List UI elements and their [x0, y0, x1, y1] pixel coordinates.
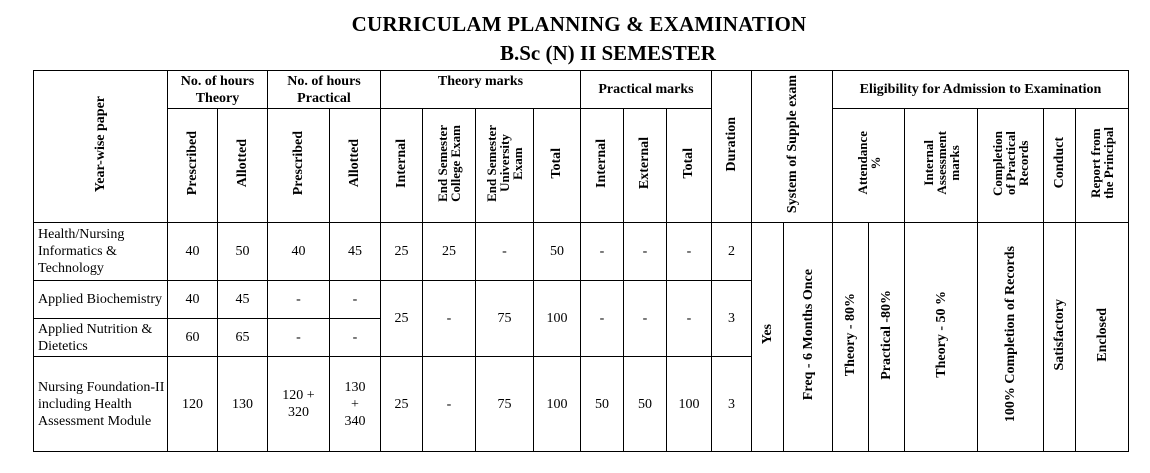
cell-attendance-theory: Theory - 80%	[833, 223, 869, 452]
cell-duration: 2	[712, 223, 752, 281]
cell-supple-yes: Yes	[752, 223, 784, 452]
header-practical-marks: Practical marks	[581, 71, 712, 109]
cell-practical-allotted: 130 + 340	[330, 357, 381, 452]
cell-end-sem-university: 75	[476, 281, 534, 357]
paper-name: Nursing Foundation-II including Health Assessment Module	[34, 357, 168, 452]
header-theory-internal: Internal	[381, 109, 423, 223]
cell-theory-internal: 25	[381, 281, 423, 357]
cell-theory-prescribed: 40	[168, 223, 218, 281]
header-supple: System of Supple exam	[752, 71, 833, 223]
header-theory-marks: Theory marks	[381, 71, 581, 109]
page-subtitle: B.Sc (N) II SEMESTER	[500, 41, 716, 65]
cell-practical-total: -	[667, 281, 712, 357]
cell-practical-internal: -	[581, 281, 624, 357]
header-hours-practical: No. of hours Practical	[268, 71, 381, 109]
cell-end-sem-university: 75	[476, 357, 534, 452]
cell-theory-allotted: 50	[218, 223, 268, 281]
cell-end-sem-college: 25	[423, 223, 476, 281]
paper-name: Applied Biochemistry	[34, 281, 168, 319]
cell-theory-total: 100	[534, 281, 581, 357]
cell-practical-allotted: -	[330, 281, 381, 319]
header-report: Report from the Principal	[1076, 109, 1129, 223]
paper-name: Applied Nutrition & Dietetics	[34, 319, 168, 357]
cell-practical-total: 100	[667, 357, 712, 452]
cell-practical-external: -	[624, 223, 667, 281]
cell-practical-prescribed: 120 + 320	[268, 357, 330, 452]
curriculum-table	[33, 70, 1129, 452]
cell-theory-allotted: 45	[218, 281, 268, 319]
cell-practical-prescribed: -	[268, 319, 330, 357]
cell-duration: 3	[712, 281, 752, 357]
header-theory-prescribed: Prescribed	[168, 109, 218, 223]
cell-practical-internal: -	[581, 223, 624, 281]
header-hours-theory: No. of hours Theory	[168, 71, 268, 109]
cell-theory-prescribed: 40	[168, 281, 218, 319]
page-title: CURRICULAM PLANNING & EXAMINATION	[351, 12, 807, 36]
header-theory-allotted: Allotted	[218, 109, 268, 223]
cell-theory-prescribed: 60	[168, 319, 218, 357]
cell-practical-external: 50	[624, 357, 667, 452]
header-attendance: Attendance %	[833, 109, 905, 223]
cell-theory-allotted: 130	[218, 357, 268, 452]
cell-theory-total: 100	[534, 357, 581, 452]
cell-theory-total: 50	[534, 223, 581, 281]
cell-supple-frequency: Freq - 6 Months Once	[784, 223, 833, 452]
paper-name: Health/Nursing Informatics & Technology	[34, 223, 168, 281]
header-paper: Year-wise paper	[34, 71, 168, 223]
cell-internal-assessment: Theory - 50 %	[905, 223, 978, 452]
cell-completion-records: 100% Completion of Records	[978, 223, 1044, 452]
table-row	[34, 223, 1129, 281]
cell-conduct: Satisfactory	[1044, 223, 1076, 452]
cell-report: Enclosed	[1076, 223, 1129, 452]
cell-end-sem-college: -	[423, 281, 476, 357]
cell-practical-internal: 50	[581, 357, 624, 452]
header-practical-internal: Internal	[581, 109, 624, 223]
cell-practical-prescribed: -	[268, 281, 330, 319]
cell-attendance-practical: Practical -80%	[869, 223, 905, 452]
header-internal-assessment: Internal Assessment marks	[905, 109, 978, 223]
cell-theory-allotted: 65	[218, 319, 268, 357]
cell-practical-external: -	[624, 281, 667, 357]
header-theory-total: Total	[534, 109, 581, 223]
header-completion-records: Completion of Practical Records	[978, 109, 1044, 223]
cell-end-sem-college: -	[423, 357, 476, 452]
cell-practical-allotted: 45	[330, 223, 381, 281]
header-end-sem-college: End Semester College Exam	[423, 109, 476, 223]
header-practical-external: External	[624, 109, 667, 223]
cell-duration: 3	[712, 357, 752, 452]
cell-practical-total: -	[667, 223, 712, 281]
cell-theory-internal: 25	[381, 357, 423, 452]
header-duration: Duration	[712, 71, 752, 223]
cell-practical-allotted: -	[330, 319, 381, 357]
cell-end-sem-university: -	[476, 223, 534, 281]
header-conduct: Conduct	[1044, 109, 1076, 223]
cell-theory-prescribed: 120	[168, 357, 218, 452]
cell-theory-internal: 25	[381, 223, 423, 281]
header-eligibility: Eligibility for Admission to Examination	[833, 71, 1129, 109]
header-practical-allotted: Allotted	[330, 109, 381, 223]
header-practical-prescribed: Prescribed	[268, 109, 330, 223]
header-practical-total: Total	[667, 109, 712, 223]
header-end-sem-university: End Semester University Exam	[476, 109, 534, 223]
cell-practical-prescribed: 40	[268, 223, 330, 281]
